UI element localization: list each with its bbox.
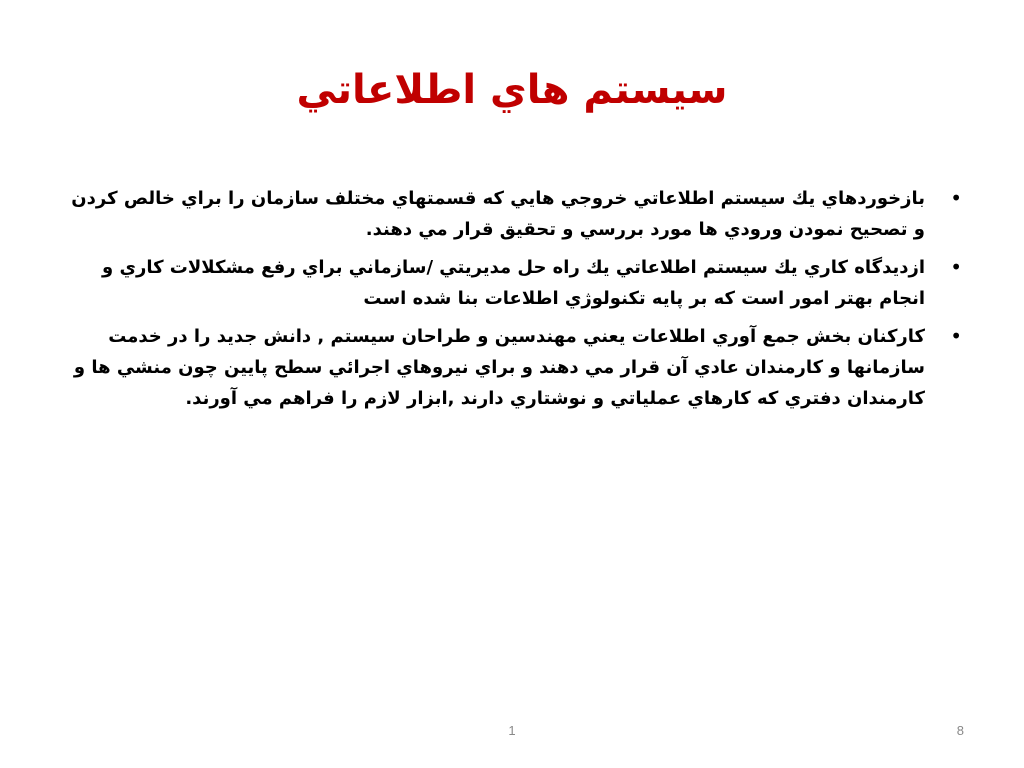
slide-number: 8 bbox=[956, 723, 964, 738]
bullet-text: ازديدگاه كاري يك سيستم اطلاعاتي يك راه حل مديريتي /سازماني براي رفع مشكلالات كاري و انجام بهتر امور است كه بر پايه تكنولوژي اطلاعات بنا شده است bbox=[102, 257, 925, 309]
bullet-item bbox=[70, 183, 970, 245]
slide-title: سيستم هاي اطلاعاتي bbox=[296, 67, 728, 113]
footer-center-label: 1 bbox=[508, 723, 516, 738]
bullet-item bbox=[70, 252, 970, 314]
bullet-dot-icon: • bbox=[950, 186, 962, 210]
bullet-dot-icon: • bbox=[950, 255, 962, 279]
bullet-text: بازخوردهاي يك سيستم اطلاعاتي خروجي هايي كه قسمتهاي مختلف سازمان را براي خالص كردن و تصحيح نمودن ورودي ها مورد بررسي و تحقيق قرار مي دهند. bbox=[71, 188, 925, 240]
bullet-text: كاركنان بخش جمع آوري اطلاعات يعني مهندسين و طراحان سيستم , دانش جديد را در خدمت سازمانها و كارمندان عادي آن قرار مي دهند و براي نيروهاي اجرائي سطح پايين چون منشي ها و كارمندان دفتري كه كارهاي عملياتي و نوشتاري دارند ,ابزار لازم را فراهم مي آورند. bbox=[73, 326, 925, 409]
bullet-dot-icon: • bbox=[950, 324, 962, 348]
bullet-list bbox=[70, 183, 970, 421]
bullet-item bbox=[70, 321, 970, 414]
